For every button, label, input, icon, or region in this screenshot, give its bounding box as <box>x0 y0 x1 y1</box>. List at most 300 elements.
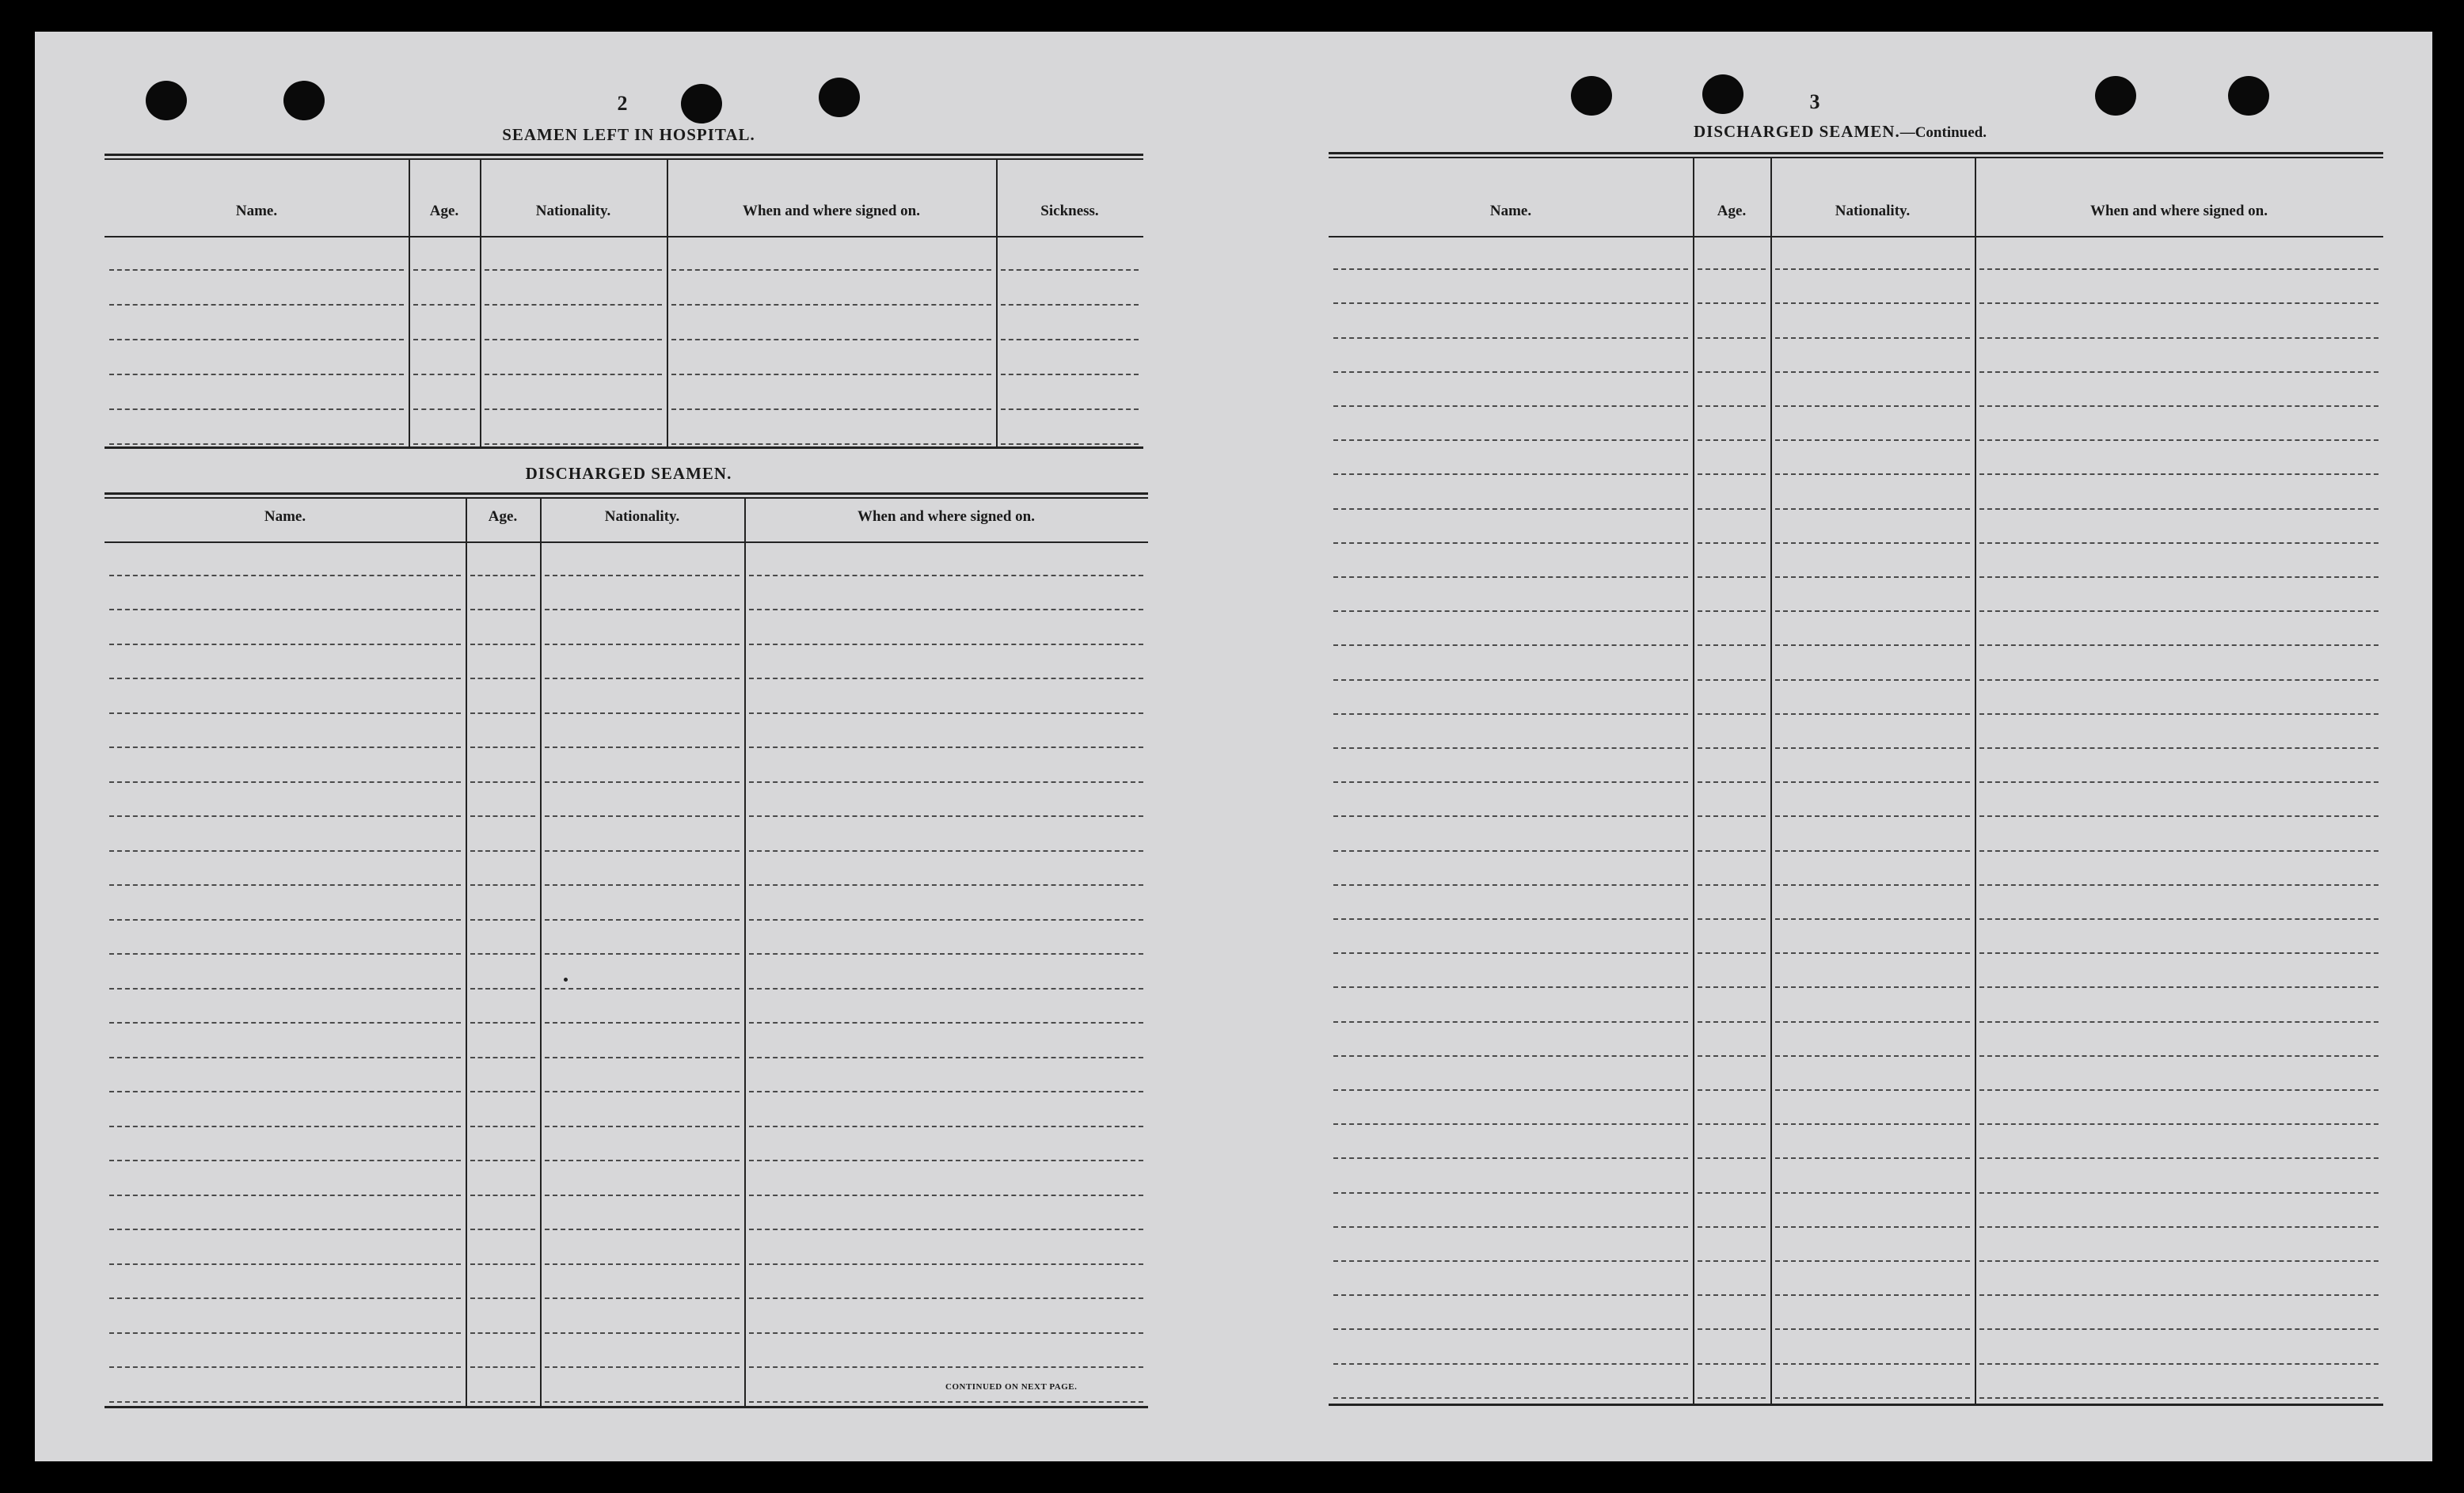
discharged-section-title: DISCHARGED SEAMEN. <box>525 464 732 483</box>
punch-hole <box>283 81 325 120</box>
row-dashed-line <box>1775 679 1970 681</box>
row-dashed-line <box>470 1366 535 1368</box>
row-dashed-line <box>1001 304 1139 306</box>
row-dashed-line <box>470 1195 535 1196</box>
row-dashed-line <box>1333 986 1688 988</box>
row-dashed-line <box>1698 371 1766 373</box>
row-dashed-line <box>470 1401 535 1403</box>
row-dashed-line <box>1333 815 1688 817</box>
row-dashed-line <box>1979 1226 2378 1228</box>
punch-hole <box>1571 76 1612 116</box>
row-dashed-line <box>109 815 461 817</box>
row-dashed-line <box>1775 1089 1970 1091</box>
row-dashed-line <box>109 678 461 679</box>
row-dashed-line <box>749 1297 1143 1299</box>
row-dashed-line <box>109 781 461 783</box>
row-dashed-line <box>1775 337 1970 339</box>
row-dashed-line <box>1698 815 1766 817</box>
row-dashed-line <box>413 269 475 271</box>
table-top-rule <box>105 497 1148 499</box>
row-dashed-line <box>1333 1089 1688 1091</box>
row-dashed-line <box>749 953 1143 955</box>
row-dashed-line <box>1333 439 1688 441</box>
row-dashed-line <box>749 919 1143 921</box>
row-dashed-line <box>1979 1157 2378 1159</box>
row-dashed-line <box>470 781 535 783</box>
row-dashed-line <box>485 339 662 340</box>
row-dashed-line <box>109 575 461 576</box>
row-dashed-line <box>485 408 662 410</box>
row-dashed-line <box>749 1332 1143 1334</box>
punch-hole <box>2228 76 2269 116</box>
row-dashed-line <box>1698 337 1766 339</box>
row-dashed-line <box>1979 713 2378 715</box>
row-dashed-line <box>1698 1260 1766 1262</box>
row-dashed-line <box>545 1366 740 1368</box>
row-dashed-line <box>1698 610 1766 612</box>
row-dashed-line <box>749 850 1143 852</box>
row-dashed-line <box>413 339 475 340</box>
row-dashed-line <box>109 304 404 306</box>
header-rule <box>1329 236 2383 237</box>
row-dashed-line <box>1698 1397 1766 1399</box>
punch-hole <box>146 81 187 120</box>
row-dashed-line <box>749 644 1143 645</box>
row-dashed-line <box>470 884 535 886</box>
row-dashed-line <box>470 1263 535 1265</box>
page-number: 2 <box>617 92 628 115</box>
row-dashed-line <box>1979 679 2378 681</box>
table-top-rule <box>1329 157 2383 158</box>
row-dashed-line <box>1333 508 1688 510</box>
row-dashed-line <box>671 339 991 340</box>
row-dashed-line <box>1698 1123 1766 1125</box>
col-header-sickness: Sickness. <box>1040 203 1099 219</box>
row-dashed-line <box>1333 713 1688 715</box>
row-dashed-line <box>109 1022 461 1024</box>
row-dashed-line <box>671 304 991 306</box>
row-dashed-line <box>109 1057 461 1058</box>
row-dashed-line <box>109 712 461 714</box>
row-dashed-line <box>1979 781 2378 783</box>
col-header-nationality: Nationality. <box>604 508 680 525</box>
row-dashed-line <box>671 408 991 410</box>
row-dashed-line <box>749 781 1143 783</box>
row-dashed-line <box>545 1022 740 1024</box>
row-dashed-line <box>109 269 404 271</box>
row-dashed-line <box>1979 1055 2378 1057</box>
row-dashed-line <box>1698 918 1766 920</box>
document-sheet <box>35 32 2432 1461</box>
row-dashed-line <box>545 1297 740 1299</box>
row-dashed-line <box>1775 1260 1970 1262</box>
col-header-signed-on: When and where signed on. <box>2089 203 2268 219</box>
row-dashed-line <box>109 953 461 955</box>
row-dashed-line <box>109 884 461 886</box>
row-dashed-line <box>109 1332 461 1334</box>
row-dashed-line <box>1775 473 1970 475</box>
row-dashed-line <box>749 884 1143 886</box>
row-dashed-line <box>749 609 1143 610</box>
row-dashed-line <box>1979 1328 2378 1330</box>
row-dashed-line <box>1979 815 2378 817</box>
row-dashed-line <box>1698 884 1766 886</box>
column-divider <box>1975 158 1976 1404</box>
row-dashed-line <box>545 712 740 714</box>
row-dashed-line <box>545 1401 740 1403</box>
row-dashed-line <box>1333 542 1688 544</box>
row-dashed-line <box>413 374 475 375</box>
row-dashed-line <box>470 678 535 679</box>
row-dashed-line <box>1001 269 1139 271</box>
row-dashed-line <box>1698 1192 1766 1194</box>
row-dashed-line <box>545 678 740 679</box>
col-header-nationality: Nationality. <box>535 203 611 219</box>
row-dashed-line <box>1333 1021 1688 1023</box>
row-dashed-line <box>485 443 662 445</box>
col-header-nationality: Nationality. <box>1835 203 1911 219</box>
row-dashed-line <box>1333 747 1688 749</box>
row-dashed-line <box>749 1091 1143 1092</box>
row-dashed-line <box>545 609 740 610</box>
right-page <box>1222 32 2432 1461</box>
row-dashed-line <box>109 374 404 375</box>
row-dashed-line <box>109 1160 461 1161</box>
row-dashed-line <box>1775 781 1970 783</box>
row-dashed-line <box>545 746 740 748</box>
row-dashed-line <box>1979 371 2378 373</box>
row-dashed-line <box>109 1195 461 1196</box>
col-header-name: Name. <box>264 508 306 525</box>
row-dashed-line <box>1698 576 1766 578</box>
row-dashed-line <box>1775 918 1970 920</box>
row-dashed-line <box>1775 1055 1970 1057</box>
row-dashed-line <box>1979 1021 2378 1023</box>
row-dashed-line <box>1979 952 2378 954</box>
table-top-rule <box>105 492 1148 495</box>
row-dashed-line <box>485 374 662 375</box>
row-dashed-line <box>545 1057 740 1058</box>
row-dashed-line <box>470 575 535 576</box>
punch-hole <box>2095 76 2136 116</box>
row-dashed-line <box>1333 1192 1688 1194</box>
row-dashed-line <box>1979 1363 2378 1365</box>
row-dashed-line <box>109 1366 461 1368</box>
table-bottom-rule <box>105 446 1143 449</box>
row-dashed-line <box>470 850 535 852</box>
row-dashed-line <box>470 815 535 817</box>
column-divider <box>1693 158 1694 1404</box>
row-dashed-line <box>1979 1397 2378 1399</box>
row-dashed-line <box>1333 268 1688 270</box>
row-dashed-line <box>1333 576 1688 578</box>
row-dashed-line <box>470 1297 535 1299</box>
row-dashed-line <box>1775 576 1970 578</box>
row-dashed-line <box>1979 302 2378 304</box>
table-top-rule <box>1329 152 2383 154</box>
table-top-rule <box>105 158 1143 160</box>
row-dashed-line <box>1979 918 2378 920</box>
row-dashed-line <box>1698 644 1766 646</box>
row-dashed-line <box>1775 1363 1970 1365</box>
row-dashed-line <box>545 644 740 645</box>
row-dashed-line <box>470 919 535 921</box>
section-title-suffix: —Continued. <box>1899 124 1987 141</box>
row-dashed-line <box>1979 268 2378 270</box>
section-title-text: DISCHARGED SEAMEN. <box>1694 122 1900 141</box>
row-dashed-line <box>1979 610 2378 612</box>
row-dashed-line <box>1001 408 1139 410</box>
row-dashed-line <box>749 1057 1143 1058</box>
row-dashed-line <box>470 1229 535 1230</box>
row-dashed-line <box>1333 1055 1688 1057</box>
row-dashed-line <box>1775 405 1970 407</box>
row-dashed-line <box>1333 337 1688 339</box>
row-dashed-line <box>109 644 461 645</box>
row-dashed-line <box>1333 884 1688 886</box>
hospital-table <box>105 154 1143 453</box>
row-dashed-line <box>545 988 740 990</box>
row-dashed-line <box>1698 850 1766 852</box>
row-dashed-line <box>1333 1397 1688 1399</box>
row-dashed-line <box>545 575 740 576</box>
hospital-section-title: SEAMEN LEFT IN HOSPITAL. <box>502 125 755 144</box>
row-dashed-line <box>1001 339 1139 340</box>
row-dashed-line <box>1775 1294 1970 1296</box>
row-dashed-line <box>1775 1397 1970 1399</box>
row-dashed-line <box>1775 302 1970 304</box>
row-dashed-line <box>545 1332 740 1334</box>
punch-hole <box>1702 74 1743 114</box>
continued-footnote: CONTINUED ON NEXT PAGE. <box>945 1382 1078 1392</box>
ink-speck <box>564 978 568 982</box>
row-dashed-line <box>1333 610 1688 612</box>
row-dashed-line <box>1333 371 1688 373</box>
row-dashed-line <box>749 1229 1143 1230</box>
col-header-name: Name. <box>235 203 278 219</box>
row-dashed-line <box>545 815 740 817</box>
table-bottom-rule <box>1329 1404 2383 1406</box>
row-dashed-line <box>1333 850 1688 852</box>
row-dashed-line <box>109 339 404 340</box>
row-dashed-line <box>545 1229 740 1230</box>
row-dashed-line <box>109 1126 461 1127</box>
row-dashed-line <box>1979 439 2378 441</box>
column-divider <box>540 499 542 1406</box>
row-dashed-line <box>1979 576 2378 578</box>
row-dashed-line <box>470 1022 535 1024</box>
row-dashed-line <box>1979 337 2378 339</box>
row-dashed-line <box>1698 1021 1766 1023</box>
col-header-age: Age. <box>429 203 459 219</box>
row-dashed-line <box>1698 679 1766 681</box>
row-dashed-line <box>470 1332 535 1334</box>
row-dashed-line <box>1979 986 2378 988</box>
row-dashed-line <box>671 374 991 375</box>
row-dashed-line <box>1775 542 1970 544</box>
row-dashed-line <box>470 953 535 955</box>
row-dashed-line <box>485 304 662 306</box>
row-dashed-line <box>1333 405 1688 407</box>
row-dashed-line <box>1979 508 2378 510</box>
row-dashed-line <box>470 988 535 990</box>
col-header-name: Name. <box>1489 203 1532 219</box>
row-dashed-line <box>749 1195 1143 1196</box>
row-dashed-line <box>749 1022 1143 1024</box>
row-dashed-line <box>545 781 740 783</box>
row-dashed-line <box>1775 884 1970 886</box>
row-dashed-line <box>1775 610 1970 612</box>
row-dashed-line <box>749 746 1143 748</box>
row-dashed-line <box>1698 1363 1766 1365</box>
row-dashed-line <box>1698 508 1766 510</box>
row-dashed-line <box>1333 1157 1688 1159</box>
row-dashed-line <box>1775 1328 1970 1330</box>
row-dashed-line <box>1775 268 1970 270</box>
row-dashed-line <box>109 919 461 921</box>
row-dashed-line <box>1979 1294 2378 1296</box>
row-dashed-line <box>749 1126 1143 1127</box>
row-dashed-line <box>109 850 461 852</box>
row-dashed-line <box>485 269 662 271</box>
row-dashed-line <box>109 443 404 445</box>
row-dashed-line <box>1979 1260 2378 1262</box>
row-dashed-line <box>1775 747 1970 749</box>
row-dashed-line <box>671 269 991 271</box>
column-divider <box>996 160 998 446</box>
row-dashed-line <box>749 1366 1143 1368</box>
column-divider <box>466 499 467 1406</box>
row-dashed-line <box>1333 918 1688 920</box>
row-dashed-line <box>1698 1226 1766 1228</box>
row-dashed-line <box>109 988 461 990</box>
row-dashed-line <box>413 408 475 410</box>
row-dashed-line <box>1698 747 1766 749</box>
header-rule <box>105 541 1148 543</box>
row-dashed-line <box>545 953 740 955</box>
row-dashed-line <box>109 746 461 748</box>
row-dashed-line <box>1775 371 1970 373</box>
row-dashed-line <box>749 1401 1143 1403</box>
row-dashed-line <box>1775 439 1970 441</box>
column-divider <box>667 160 668 446</box>
row-dashed-line <box>1775 815 1970 817</box>
row-dashed-line <box>545 850 740 852</box>
row-dashed-line <box>1333 781 1688 783</box>
row-dashed-line <box>1775 850 1970 852</box>
row-dashed-line <box>749 1160 1143 1161</box>
row-dashed-line <box>470 746 535 748</box>
header-rule <box>105 236 1143 237</box>
row-dashed-line <box>1979 1089 2378 1091</box>
row-dashed-line <box>749 575 1143 576</box>
row-dashed-line <box>1698 542 1766 544</box>
row-dashed-line <box>1333 1363 1688 1365</box>
column-divider <box>744 499 746 1406</box>
row-dashed-line <box>1979 1123 2378 1125</box>
row-dashed-line <box>470 1160 535 1161</box>
row-dashed-line <box>109 609 461 610</box>
row-dashed-line <box>749 815 1143 817</box>
row-dashed-line <box>470 1057 535 1058</box>
row-dashed-line <box>1698 268 1766 270</box>
row-dashed-line <box>1698 302 1766 304</box>
col-header-signed-on: When and where signed on. <box>857 508 1035 525</box>
row-dashed-line <box>470 609 535 610</box>
row-dashed-line <box>1775 1021 1970 1023</box>
row-dashed-line <box>1775 952 1970 954</box>
punch-hole <box>819 78 860 117</box>
row-dashed-line <box>1698 405 1766 407</box>
column-divider <box>1770 158 1772 1404</box>
row-dashed-line <box>1333 1226 1688 1228</box>
row-dashed-line <box>749 712 1143 714</box>
table-bottom-rule <box>105 1406 1148 1408</box>
row-dashed-line <box>545 1091 740 1092</box>
row-dashed-line <box>1333 679 1688 681</box>
row-dashed-line <box>470 1126 535 1127</box>
row-dashed-line <box>1979 542 2378 544</box>
row-dashed-line <box>545 919 740 921</box>
row-dashed-line <box>109 1091 461 1092</box>
row-dashed-line <box>109 1401 461 1403</box>
col-header-age: Age. <box>488 508 518 525</box>
row-dashed-line <box>545 1126 740 1127</box>
row-dashed-line <box>1775 1123 1970 1125</box>
row-dashed-line <box>1001 374 1139 375</box>
row-dashed-line <box>1979 850 2378 852</box>
row-dashed-line <box>1333 952 1688 954</box>
row-dashed-line <box>1333 302 1688 304</box>
row-dashed-line <box>470 644 535 645</box>
row-dashed-line <box>1775 986 1970 988</box>
row-dashed-line <box>1333 644 1688 646</box>
row-dashed-line <box>1775 1192 1970 1194</box>
row-dashed-line <box>671 443 991 445</box>
col-header-age: Age. <box>1717 203 1747 219</box>
page-number: 3 <box>1809 90 1820 113</box>
row-dashed-line <box>545 1263 740 1265</box>
row-dashed-line <box>413 304 475 306</box>
row-dashed-line <box>749 1263 1143 1265</box>
row-dashed-line <box>749 988 1143 990</box>
row-dashed-line <box>1698 781 1766 783</box>
row-dashed-line <box>1333 1294 1688 1296</box>
discharged-continued-title <box>1642 122 2038 142</box>
row-dashed-line <box>1698 713 1766 715</box>
row-dashed-line <box>109 1263 461 1265</box>
row-dashed-line <box>1333 473 1688 475</box>
left-page <box>35 32 1222 1461</box>
column-divider <box>409 160 410 446</box>
row-dashed-line <box>545 1160 740 1161</box>
row-dashed-line <box>1775 1157 1970 1159</box>
discharged-continued-table <box>1329 152 2383 1409</box>
row-dashed-line <box>1698 473 1766 475</box>
row-dashed-line <box>470 712 535 714</box>
row-dashed-line <box>1698 1089 1766 1091</box>
column-divider <box>480 160 481 446</box>
row-dashed-line <box>1698 986 1766 988</box>
row-dashed-line <box>109 1297 461 1299</box>
row-dashed-line <box>1979 1192 2378 1194</box>
row-dashed-line <box>109 408 404 410</box>
row-dashed-line <box>545 884 740 886</box>
discharged-table <box>105 492 1148 1411</box>
row-dashed-line <box>1698 1055 1766 1057</box>
row-dashed-line <box>1775 644 1970 646</box>
row-dashed-line <box>1979 884 2378 886</box>
